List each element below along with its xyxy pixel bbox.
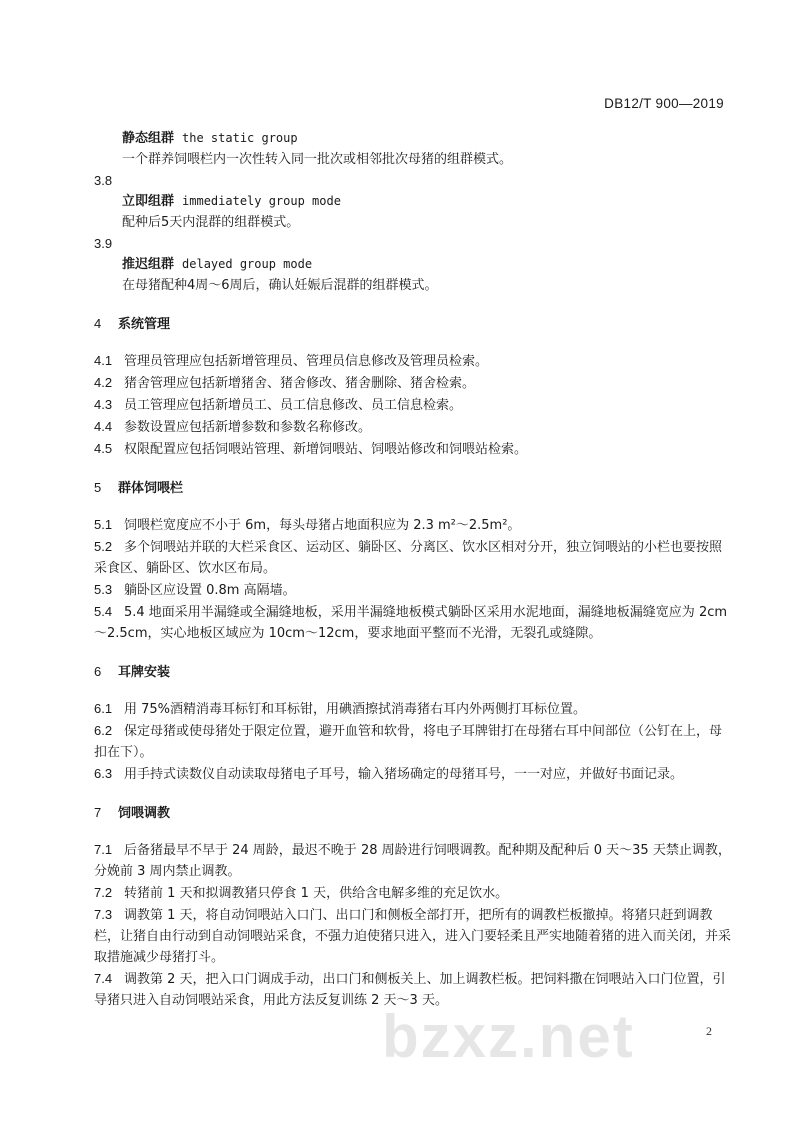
section-heading bbox=[94, 476, 734, 500]
clause-number: 4.2 bbox=[94, 375, 113, 390]
section-heading bbox=[94, 801, 734, 825]
clause-text: 5.4 地面采用半漏缝或全漏缝地板，采用半漏缝地板模式躺卧区采用水泥地面，漏缝地板漏缝宽应为 2cm～2.5cm，实心地板区域应为 10cm～12cm，要求地面平整而不光滑，无裂孔或缝隙。 bbox=[94, 605, 728, 641]
section-number: 4 bbox=[94, 316, 102, 331]
clause-number: 5.1 bbox=[94, 517, 113, 532]
clause-number: 7.1 bbox=[94, 842, 113, 857]
clause-number: 4.1 bbox=[94, 353, 113, 368]
clause bbox=[94, 438, 734, 460]
clause-number: 4.5 bbox=[94, 441, 113, 456]
section-title: 群体饲喂栏 bbox=[118, 481, 184, 496]
term-chinese: 推迟组群 bbox=[122, 257, 175, 272]
clause-text: 后备猪最早不早于 24 周龄，最迟不晚于 28 周龄进行饲喂调教。配种期及配种后 0 天～35 天禁止调教，分娩前 3 周内禁止调教。 bbox=[94, 843, 731, 879]
clause bbox=[94, 763, 734, 785]
clause-number: 6.1 bbox=[94, 701, 113, 716]
clause bbox=[94, 536, 734, 579]
clause-text: 保定母猪或使母猪处于限定位置，避开血管和软骨，将电子耳牌钳打在母猪右耳中间部位（公钉在上，母扣在下）。 bbox=[94, 724, 723, 760]
page-number: 2 bbox=[706, 1024, 712, 1038]
clause-number: 6.3 bbox=[94, 766, 113, 781]
clause-text: 用手持式读数仪自动读取母猪电子耳号，输入猪场确定的母猪耳号，一一对应，并做好书面记录。 bbox=[124, 767, 684, 782]
clause-text: 饲喂栏宽度应不小于 6m，每头母猪占地面积应为 2.3 m²～2.5m²。 bbox=[124, 518, 521, 533]
watermark: bzxz.net bbox=[382, 1003, 635, 1070]
clause-number: 6.2 bbox=[94, 723, 113, 738]
term-chinese: 静态组群 bbox=[122, 131, 175, 146]
clause bbox=[94, 514, 734, 536]
section-number: 5 bbox=[94, 480, 102, 495]
clause bbox=[94, 372, 734, 394]
clause-number: 7.3 bbox=[94, 907, 113, 922]
clause bbox=[94, 601, 734, 644]
section-title: 耳牌安装 bbox=[118, 665, 171, 680]
clause-text: 猪舍管理应包括新增猪舍、猪舍修改、猪舍删除、猪舍检索。 bbox=[124, 376, 476, 391]
clause-number: 5.4 bbox=[94, 604, 113, 619]
clause-text: 权限配置应包括饲喂站管理、新增饲喂站、饲喂站修改和饲喂站检索。 bbox=[124, 442, 528, 457]
term-definition: 配种后5天内混群的组群模式。 bbox=[122, 215, 300, 230]
section-number: 7 bbox=[94, 805, 102, 820]
clause-text: 用 75%酒精消毒耳标钉和耳标钳，用碘酒擦拭消毒猪右耳内外两侧打耳标位置。 bbox=[124, 702, 587, 717]
clause-text: 转猪前 1 天和拟调教猪只停食 1 天，供给含电解多维的充足饮水。 bbox=[124, 886, 509, 901]
clause bbox=[94, 904, 734, 968]
page-content bbox=[94, 128, 734, 1011]
clause-number: 4.4 bbox=[94, 419, 113, 434]
clause bbox=[94, 839, 734, 882]
clause-number: 7.4 bbox=[94, 971, 113, 986]
clause-text: 调教第 2 天，把入口门调成手动，出口门和侧板关上、加上调教栏板。把饲料撒在饲喂站入口门位置，引导猪只进入自动饲喂站采食，用此方法反复训练 2 天～3 天。 bbox=[94, 972, 726, 1008]
clause bbox=[94, 720, 734, 763]
term-number: 3.9 bbox=[94, 236, 113, 251]
clause bbox=[94, 882, 734, 904]
term-entry bbox=[94, 128, 734, 170]
section-heading bbox=[94, 312, 734, 336]
standard-code: DB12/T 900—2019 bbox=[604, 96, 724, 111]
section-title: 饲喂调教 bbox=[118, 806, 171, 821]
term-english: immediately group mode bbox=[182, 194, 341, 208]
section-title: 系统管理 bbox=[118, 317, 171, 332]
clause-number: 7.2 bbox=[94, 885, 113, 900]
section-heading bbox=[94, 660, 734, 684]
term-english: the static group bbox=[182, 131, 298, 145]
clause-number: 5.3 bbox=[94, 582, 113, 597]
clause-number: 4.3 bbox=[94, 397, 113, 412]
clause-text: 参数设置应包括新增参数和参数名称修改。 bbox=[124, 420, 372, 435]
term-entry bbox=[94, 170, 734, 233]
clause-text: 躺卧区应设置 0.8m 高隔墙。 bbox=[124, 583, 296, 598]
clause bbox=[94, 350, 734, 372]
clause-text: 员工管理应包括新增员工、员工信息修改、员工信息检索。 bbox=[124, 398, 463, 413]
term-definition: 一个群养饲喂栏内一次性转入同一批次或相邻批次母猪的组群模式。 bbox=[122, 152, 513, 167]
term-english: delayed group mode bbox=[182, 257, 313, 271]
clause bbox=[94, 698, 734, 720]
clause bbox=[94, 416, 734, 438]
clause-text: 多个饲喂站并联的大栏采食区、运动区、躺卧区、分离区、饮水区相对分开，独立饲喂站的小栏也要按照采食区、躺卧区、饮水区布局。 bbox=[94, 540, 723, 576]
term-entry bbox=[94, 233, 734, 296]
section-number: 6 bbox=[94, 664, 102, 679]
clause-number: 5.2 bbox=[94, 539, 113, 554]
clause bbox=[94, 579, 734, 601]
term-number: 3.8 bbox=[94, 173, 113, 188]
clause-text: 调教第 1 天，将自动饲喂站入口门、出口门和侧板全部打开，把所有的调教栏板撤掉。将猪只赶到调教栏，让猪自由行动到自动饲喂站采食，不强力迫使猪只进入，进入门要轻柔且严实地随着猪的进入而关闭，并采取措施减少母猪打斗。 bbox=[94, 908, 732, 965]
term-definition: 在母猪配种4周～6周后，确认妊娠后混群的组群模式。 bbox=[122, 278, 438, 293]
clause bbox=[94, 394, 734, 416]
clause-text: 管理员管理应包括新增管理员、管理员信息修改及管理员检索。 bbox=[124, 354, 489, 369]
term-chinese: 立即组群 bbox=[122, 194, 175, 209]
